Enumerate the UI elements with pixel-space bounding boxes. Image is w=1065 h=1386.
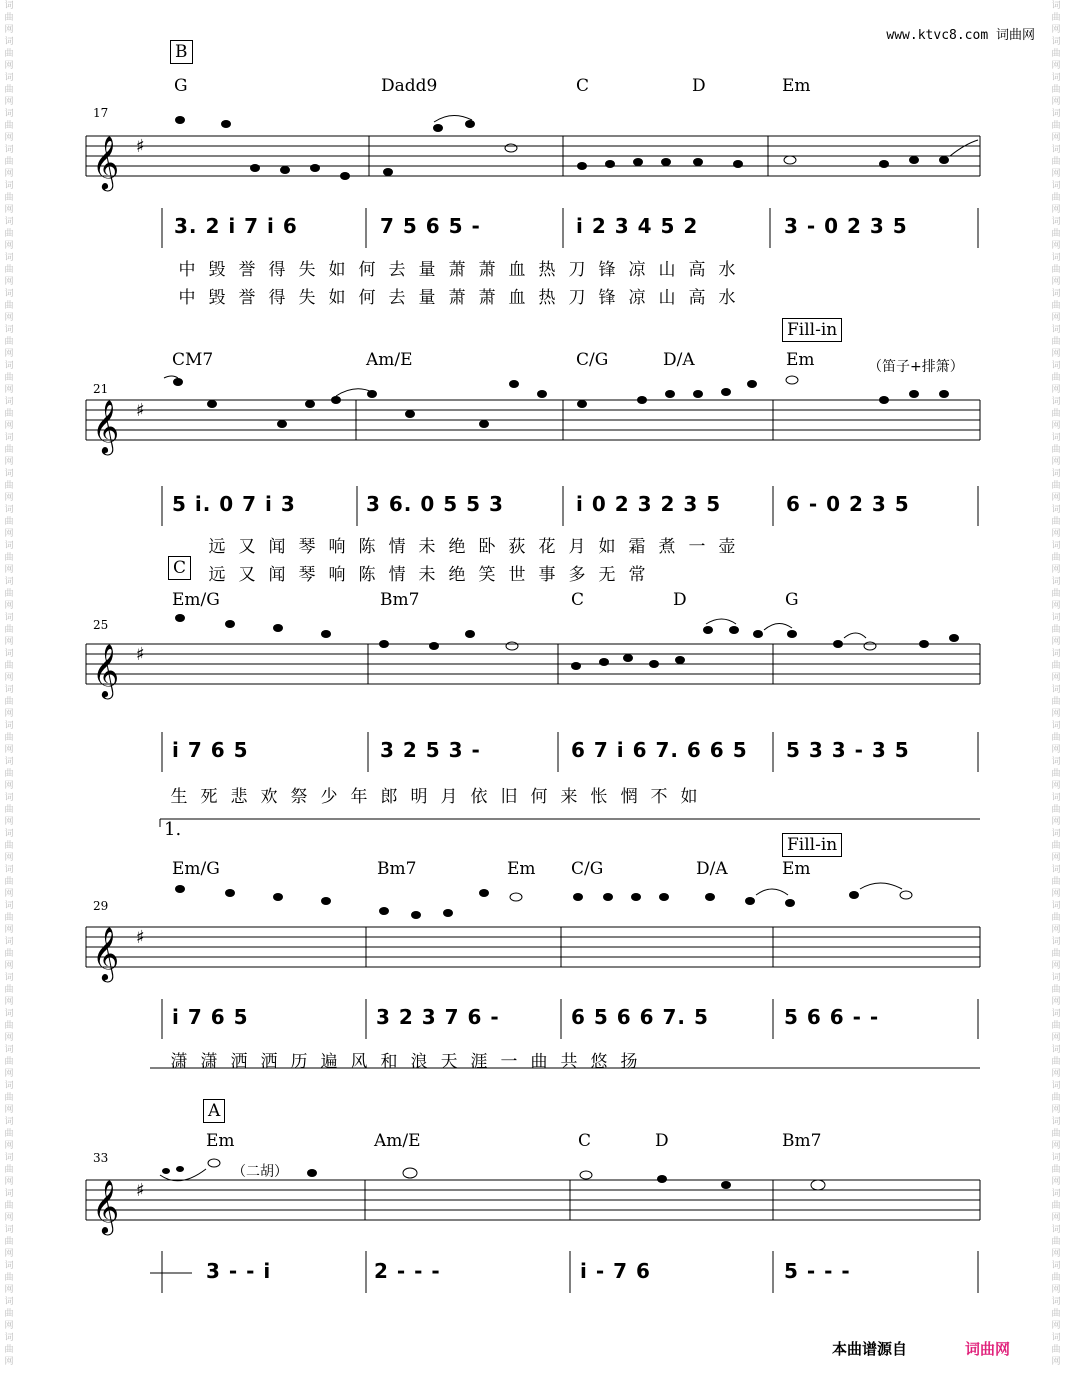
- jianpu-measure: 7 5 6 5 -: [380, 214, 481, 238]
- volta-label: 1.: [164, 819, 182, 840]
- jianpu-measure: 6 5 6 6 7. 5: [571, 1005, 709, 1029]
- chord: D: [692, 76, 706, 96]
- chord: D: [673, 590, 687, 610]
- footer: [832, 1338, 1010, 1359]
- chord: Bm7: [380, 590, 420, 610]
- system-5: [0, 1095, 1065, 1305]
- fill-in-label: Fill-in: [782, 833, 842, 857]
- staff: [0, 374, 1065, 484]
- chord: C/G: [576, 350, 609, 370]
- staff: [0, 1145, 1065, 1255]
- chord: Em: [782, 76, 811, 96]
- footer-brand-link[interactable]: 词曲网: [965, 1340, 1011, 1358]
- svg-text:♯: ♯: [136, 1180, 145, 1201]
- jianpu-measure: 5 i. 0 7 i 3: [172, 492, 296, 516]
- chord: Em: [782, 859, 811, 879]
- measure-number: 21: [93, 382, 109, 396]
- section-label: A: [203, 1099, 225, 1123]
- watermark-right: 词曲网词曲网词曲网词曲网词曲网词曲网词曲网词曲网词曲网词曲网词曲网词曲网词曲网词曲网词曲网词曲网词曲网词曲网词曲网词曲网词曲网词曲网词曲网词曲网词曲网词曲网词曲网词曲网词曲网词曲网词曲网词曲网词曲网词曲网词曲网词曲网词曲网词曲网: [1051, 1, 1061, 1367]
- chord: Em: [206, 1131, 235, 1151]
- staff: [0, 606, 1065, 716]
- jianpu-measure: 3 - 0 2 3 5: [784, 214, 908, 238]
- watermark-left: 词曲网词曲网词曲网词曲网词曲网词曲网词曲网词曲网词曲网词曲网词曲网词曲网词曲网词曲网词曲网词曲网词曲网词曲网词曲网词曲网词曲网词曲网词曲网词曲网词曲网词曲网词曲网词曲网词曲网词曲网词曲网词曲网词曲网词曲网词曲网词曲网词曲网词曲网: [4, 1, 14, 1367]
- jianpu-measure: 5 3 3 - 3 5: [786, 738, 910, 762]
- volta-bracket: [0, 817, 1065, 827]
- lyrics-line-1: 潇 潇 洒 洒 历 遍 风 和 浪 天 涯 一 曲 共 悠 扬: [170, 1052, 638, 1072]
- jianpu-measure: 5 - - -: [784, 1259, 851, 1283]
- chord: C: [571, 590, 585, 610]
- chord: Dadd9: [381, 76, 438, 96]
- measure-number: 29: [93, 899, 109, 913]
- svg-text:♯: ♯: [136, 136, 145, 157]
- measure-number: 17: [93, 106, 109, 120]
- section-label: B: [170, 40, 193, 64]
- jianpu-measure: 5 6 6 - -: [784, 1005, 880, 1029]
- fill-in-label: Fill-in: [782, 318, 842, 342]
- jianpu-measure: 6 - 0 2 3 5: [786, 492, 910, 516]
- footer-text: 本曲谱源自: [832, 1340, 908, 1358]
- jianpu-measure: i 7 6 5: [172, 738, 249, 762]
- staff: [0, 100, 1065, 210]
- jianpu-measure: 3 - - i: [206, 1259, 272, 1283]
- jianpu-measure: 3 2 3 7 6 -: [376, 1005, 500, 1029]
- lyrics-line-1: 远 又 闻 琴 响 陈 情 未 绝 卧 荻 花 月 如 霜 煮 一 壶: [208, 537, 736, 557]
- chord: G: [785, 590, 799, 610]
- svg-text:𝄞: 𝄞: [92, 926, 120, 980]
- lyrics-line-2: 远 又 闻 琴 响 陈 情 未 绝 笑 世 事 多 无 常: [208, 565, 646, 585]
- chord: Em/G: [172, 859, 220, 879]
- system-4: [0, 815, 1065, 1075]
- jianpu-measure: 3 2 5 3 -: [380, 738, 481, 762]
- section-label: C: [168, 556, 191, 580]
- svg-text:♯: ♯: [136, 400, 145, 421]
- jianpu-measure: 6 7 i 6 7. 6 6 5: [571, 738, 748, 762]
- chord: D: [655, 1131, 669, 1151]
- jianpu-measure: i 7 6 5: [172, 1005, 249, 1029]
- svg-text:𝄞: 𝄞: [92, 135, 120, 189]
- chord: D/A: [663, 350, 695, 370]
- lyrics-line-1: 生 死 悲 欢 祭 少 年 郎 明 月 依 旧 何 来 怅 惘 不 如: [170, 787, 698, 807]
- system-1: [0, 40, 1065, 310]
- chord: Em: [786, 350, 815, 370]
- site-name: 词曲网: [995, 28, 1035, 43]
- chord: Am/E: [374, 1131, 421, 1151]
- svg-text:♯: ♯: [136, 644, 145, 665]
- chord: Bm7: [782, 1131, 822, 1151]
- jianpu-measure: 3 6. 0 5 5 3: [366, 492, 504, 516]
- lyrics-line-2: 中 毁 誉 得 失 如 何 去 量 萧 萧 血 热 刀 锋 凉 山 高 水: [178, 288, 736, 308]
- jianpu-measure: i 0 2 3 2 3 5: [576, 492, 722, 516]
- jianpu-measure: i - 7 6: [580, 1259, 651, 1283]
- jianpu-barlines: [0, 995, 1065, 1045]
- chord: Em/G: [172, 590, 220, 610]
- jianpu-measure: i 2 3 4 5 2: [576, 214, 699, 238]
- chord: CM7: [172, 350, 214, 370]
- chord: C: [578, 1131, 592, 1151]
- instrument-note: （二胡）: [232, 1164, 288, 1180]
- chord: D/A: [696, 859, 728, 879]
- chord: Em: [507, 859, 536, 879]
- instrument-note: （笛子+排箫）: [868, 359, 964, 375]
- staff: [0, 877, 1065, 987]
- chord: Bm7: [377, 859, 417, 879]
- measure-number: 33: [93, 1151, 109, 1165]
- measure-number: 25: [93, 618, 109, 632]
- chord: C: [576, 76, 590, 96]
- jianpu-barlines: [0, 1247, 1065, 1307]
- chord: Am/E: [366, 350, 413, 370]
- system-3: [0, 588, 1065, 808]
- svg-text:𝄞: 𝄞: [92, 1179, 120, 1233]
- site-url[interactable]: www.ktvc8.com: [886, 28, 989, 43]
- jianpu-measure: 3. 2 i 7 i 6: [174, 214, 298, 238]
- lyrics-line-1: 中 毁 誉 得 失 如 何 去 量 萧 萧 血 热 刀 锋 凉 山 高 水: [178, 260, 736, 280]
- svg-text:♯: ♯: [136, 927, 145, 948]
- svg-text:𝄞: 𝄞: [92, 399, 120, 453]
- jianpu-measure: 2 - - -: [374, 1259, 441, 1283]
- system-2: [0, 318, 1065, 585]
- chord: G: [174, 76, 188, 96]
- chord: C/G: [571, 859, 604, 879]
- svg-text:𝄞: 𝄞: [92, 643, 120, 697]
